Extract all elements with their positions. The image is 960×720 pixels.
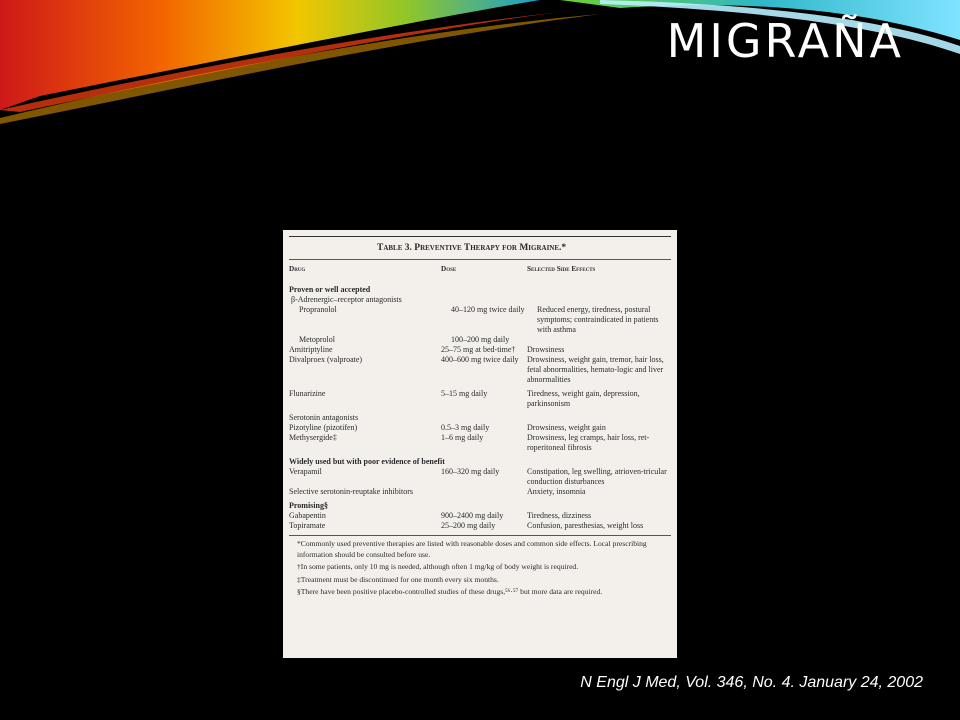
footnote: †In some patients, only 10 mg is needed, although often 1 mg/kg of body weight is required. bbox=[297, 562, 579, 571]
table-figure bbox=[283, 230, 677, 658]
table-row: Propranolol 40–120 mg twice daily Reduced energy, tiredness, postural symptoms; contraindicated in patients with asthma bbox=[299, 305, 659, 334]
header-dose: Dose bbox=[441, 265, 457, 273]
footnote: §There have been positive placebo-controlled studies of these drugs,⁵⁶·⁵⁷ but more data are required. bbox=[297, 587, 603, 596]
table-row: Selective serotonin-reuptake inhibitors Anxiety, insomnia bbox=[289, 487, 586, 496]
section-proven: Proven or well accepted bbox=[289, 285, 371, 294]
header-drug: Drug bbox=[289, 265, 306, 273]
subsection-serotonin-antagonists: Serotonin antagonists bbox=[289, 413, 359, 422]
citation: N Engl J Med, Vol. 346, No. 4. January 24, 2002 bbox=[580, 674, 923, 691]
header-side-effects: Selected Side Effects bbox=[527, 265, 596, 273]
footnote: ‡Treatment must be discontinued for one month every six months. bbox=[297, 574, 499, 584]
section-widely-used: Widely used but with poor evidence of benefit bbox=[289, 457, 445, 466]
section-promising: Promising§ bbox=[289, 501, 328, 510]
table-row: Topiramate 25–200 mg daily Confusion, paresthesias, weight loss bbox=[289, 521, 644, 530]
table-row: Verapamil 160–320 mg daily Constipation, leg swelling, atrioven-tricular conduction disturbances bbox=[289, 467, 667, 486]
table-footnotes bbox=[289, 536, 671, 598]
table-row: Metoprolol 100–200 mg daily bbox=[299, 335, 510, 344]
table-row: Pizotyline (pizotifen) 0.5–3 mg daily Drowsiness, weight gain bbox=[289, 423, 606, 432]
table-row: Flunarizine 5–15 mg daily Tiredness, weight gain, depression, parkinsonism bbox=[289, 389, 640, 408]
footnote: *Commonly used preventive therapies are listed with reasonable doses and common side effects. Local prescribing information should be consulted before use. bbox=[297, 539, 647, 559]
table-row: Amitriptyline 25–75 mg at bed-time† Drowsiness bbox=[289, 345, 565, 354]
table-header-row bbox=[289, 260, 671, 281]
table-row: Methysergide‡ 1–6 mg daily Drowsiness, leg cramps, hair loss, ret-roperitoneal fibrosis bbox=[289, 433, 650, 452]
slide-title: MIGRAÑA bbox=[666, 14, 904, 68]
table-row: Divalproex (valproate) 400–600 mg twice daily Drowsiness, weight gain, tremor, hair loss, fetal abnormalities, hemato-logic and liver abnormalities bbox=[289, 355, 664, 384]
table-title: Table 3. Preventive Therapy for Migraine.* bbox=[377, 243, 567, 253]
subsection-beta-blockers: β-Adrenergic–receptor antagonists bbox=[291, 295, 402, 304]
table-row: Gabapentin 900–2400 mg daily Tiredness, dizziness bbox=[289, 511, 592, 520]
